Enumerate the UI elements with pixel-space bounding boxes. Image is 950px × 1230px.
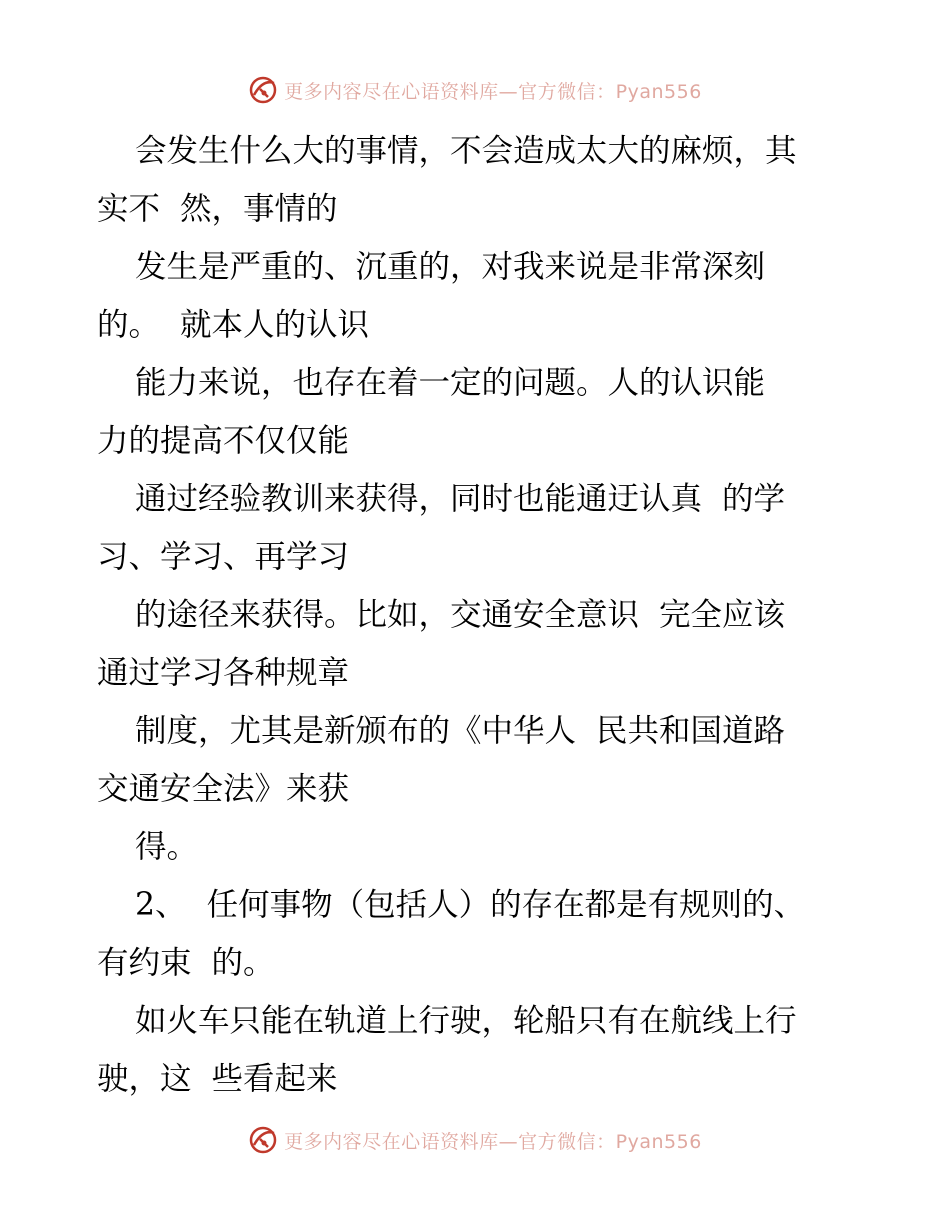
watermark-text: 更多内容尽在心语资料库—官方微信：Pyan556	[284, 1130, 702, 1153]
text-line: 实不 然，事情的	[97, 191, 338, 227]
text-line: 如火车只能在轨道上行驶，轮船只有在航线上行	[135, 1003, 797, 1039]
watermark-logo-icon	[248, 1125, 278, 1155]
text-line: 的途径来获得。比如，交通安全意识 完全应该	[135, 597, 786, 633]
header-watermark	[0, 70, 950, 110]
text-line: 力的提高不仅仅能	[97, 423, 350, 459]
text-line: 发生是严重的、沉重的，对我来说是非常深刻	[135, 249, 766, 285]
text-line: 驶，这 些看起来	[97, 1061, 338, 1097]
text-line: 有约束 的。	[97, 945, 275, 981]
watermark-text: 更多内容尽在心语资料库—官方微信：Pyan556	[284, 80, 702, 103]
text-line: 能力来说，也存在着一定的问题。人的认识能	[135, 365, 766, 401]
text-line: 得。	[135, 829, 199, 865]
text-line: 交通安全法》来获	[97, 771, 350, 807]
text-line: 的。 就本人的认识	[97, 307, 370, 343]
text-line: 会发生什么大的事情，不会造成太大的麻烦，其	[135, 133, 797, 169]
text-line: 制度，尤其是新颁布的《中华人 民共和国道路	[135, 713, 786, 749]
text-line: 习、学习、再学习	[97, 539, 350, 575]
watermark-logo-icon	[248, 75, 278, 105]
text-line: 2、 任何事物（包括人）的存在都是有规则的、	[135, 887, 806, 923]
text-line: 通过经验教训来获得，同时也能通迂认真 的学	[135, 481, 786, 517]
footer-watermark	[0, 1120, 950, 1160]
text-line: 通过学习各种规章	[97, 655, 350, 691]
document-body	[97, 122, 857, 1108]
